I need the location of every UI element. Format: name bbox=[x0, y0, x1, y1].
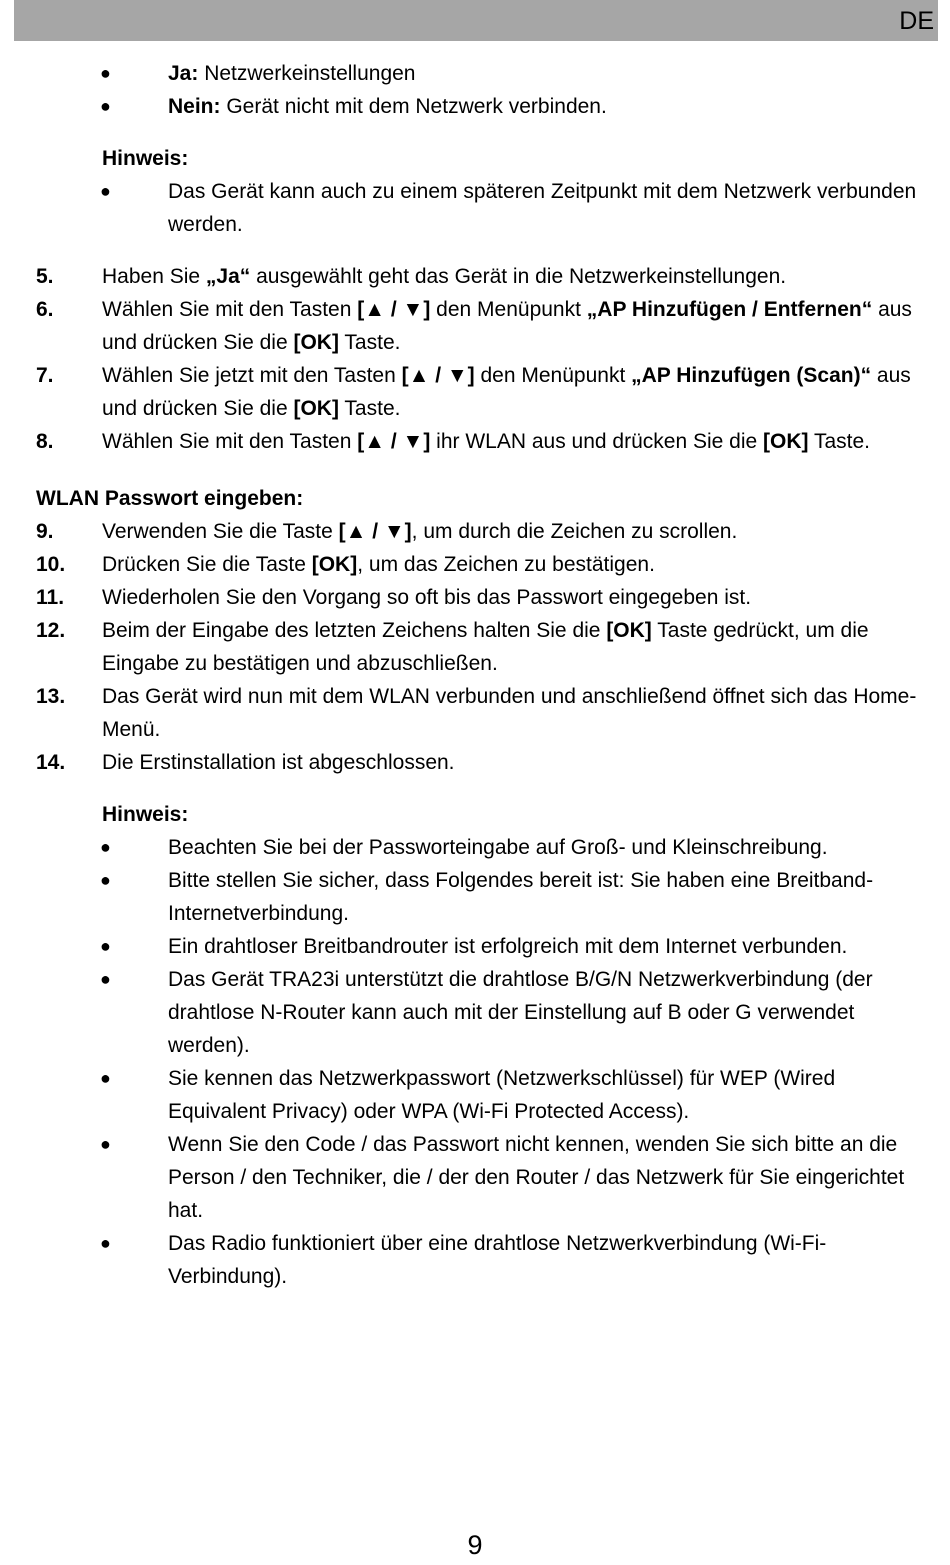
step-text: den Menüpunkt bbox=[474, 364, 632, 387]
hint-text: Beachten Sie bei der Passworteingabe auf Groß- und Kleinschreibung. bbox=[168, 836, 828, 859]
bullet-item bbox=[0, 90, 950, 123]
step-number: 9. bbox=[36, 520, 54, 543]
step-text: Verwenden Sie die Taste bbox=[102, 520, 339, 543]
step-emphasis: [OK] bbox=[763, 430, 809, 453]
bullet-icon: ● bbox=[100, 96, 111, 116]
hint-heading: Hinweis: bbox=[102, 147, 189, 170]
bullet-item bbox=[0, 57, 950, 90]
step-item bbox=[0, 293, 950, 359]
step-text: Taste. bbox=[808, 430, 870, 453]
bullet-term: Ja: bbox=[168, 62, 199, 85]
bullet-icon: ● bbox=[100, 969, 111, 989]
bullet-icon: ● bbox=[100, 181, 111, 201]
step-emphasis: [OK] bbox=[293, 397, 339, 420]
step-number: 10. bbox=[36, 553, 66, 576]
step-text: ihr WLAN aus und drücken Sie die bbox=[430, 430, 763, 453]
step-text: Wählen Sie jetzt mit den Tasten bbox=[102, 364, 402, 387]
hint-item bbox=[0, 831, 950, 864]
step-text: Taste gedrückt, um die Eingabe zu bestätigen und abzuschließen. bbox=[102, 619, 869, 675]
step-item bbox=[0, 746, 950, 779]
step-emphasis: [▲ / ▼] bbox=[338, 520, 412, 543]
step-item bbox=[0, 581, 950, 614]
hint-text: Ein drahtloser Breitbandrouter ist erfolgreich mit dem Internet verbunden. bbox=[168, 935, 848, 958]
bullet-term: Nein: bbox=[168, 95, 221, 118]
bullet-text: Netzwerkeinstellungen bbox=[198, 62, 416, 85]
step-number: 14. bbox=[36, 751, 66, 774]
step-number: 8. bbox=[36, 430, 54, 453]
step-text: den Menüpunkt bbox=[430, 298, 587, 321]
step-text: Taste. bbox=[338, 397, 401, 420]
step-emphasis: [OK] bbox=[311, 553, 358, 576]
step-emphasis: [▲ / ▼] bbox=[401, 364, 475, 387]
step-text: Drücken Sie die Taste bbox=[102, 553, 312, 576]
step-text: aus und drücken Sie die bbox=[102, 364, 911, 420]
page-content bbox=[0, 57, 950, 1293]
step-emphasis: [OK] bbox=[606, 619, 652, 642]
hint-item bbox=[0, 1062, 950, 1128]
step-text: , um durch die Zeichen zu scrollen. bbox=[411, 520, 738, 543]
step-number: 13. bbox=[36, 685, 66, 708]
step-item bbox=[0, 614, 950, 680]
step-text: Wählen Sie mit den Tasten bbox=[102, 430, 358, 453]
hint-item bbox=[0, 175, 950, 241]
step-emphasis: „AP Hinzufügen (Scan)“ bbox=[631, 364, 872, 387]
bullet-icon: ● bbox=[100, 63, 111, 83]
hint-item bbox=[0, 1128, 950, 1227]
step-number: 7. bbox=[36, 364, 54, 387]
bullet-icon: ● bbox=[100, 1233, 111, 1253]
bullet-icon: ● bbox=[100, 870, 111, 890]
step-text: Haben Sie bbox=[102, 265, 206, 288]
bullet-text: Gerät nicht mit dem Netzwerk verbinden. bbox=[220, 95, 607, 118]
step-emphasis: [▲ / ▼] bbox=[357, 298, 431, 321]
page-number: 9 bbox=[467, 1530, 483, 1560]
step-number: 6. bbox=[36, 298, 54, 321]
step-text: aus und drücken Sie die bbox=[102, 298, 912, 354]
hint-text: Das Radio funktioniert über eine drahtlose Netzwerkverbindung (Wi-Fi-Verbindung). bbox=[168, 1232, 827, 1288]
step-emphasis: [▲ / ▼] bbox=[357, 430, 431, 453]
step-text: Die Erstinstallation ist abgeschlossen. bbox=[102, 751, 455, 774]
hint-item bbox=[0, 1227, 950, 1293]
bullet-icon: ● bbox=[100, 1068, 111, 1088]
step-emphasis: [OK] bbox=[293, 331, 339, 354]
hint-list bbox=[0, 831, 950, 1293]
header-bar bbox=[14, 0, 938, 41]
step-number: 5. bbox=[36, 265, 54, 288]
hint-text: Wenn Sie den Code / das Passwort nicht kennen, wenden Sie sich bitte an die Person / den Techniker, die / der den Router / das Netzwerk für Sie eingerichtet hat. bbox=[168, 1133, 905, 1222]
hint-text: Das Gerät kann auch zu einem späteren Zeitpunkt mit dem Netzwerk verbunden werden. bbox=[168, 180, 917, 236]
hint-item bbox=[0, 930, 950, 963]
step-emphasis: „AP Hinzufügen / Entfernen“ bbox=[586, 298, 873, 321]
language-label: DE bbox=[899, 7, 934, 35]
step-text: ausgewählt geht das Gerät in die Netzwerkeinstellungen. bbox=[250, 265, 787, 288]
bullet-icon: ● bbox=[100, 837, 111, 857]
step-text: Wählen Sie mit den Tasten bbox=[102, 298, 358, 321]
hint-heading: Hinweis: bbox=[102, 803, 189, 826]
step-item bbox=[0, 515, 950, 548]
step-number: 12. bbox=[36, 619, 66, 642]
hint-item bbox=[0, 864, 950, 930]
step-number: 11. bbox=[36, 586, 65, 609]
hint-text: Sie kennen das Netzwerkpasswort (Netzwerkschlüssel) für WEP (Wired Equivalent Privacy) oder WPA (Wi-Fi Protected Access). bbox=[168, 1067, 836, 1123]
step-item bbox=[0, 680, 950, 746]
steps-list-b bbox=[0, 515, 950, 779]
step-text: Beim der Eingabe des letzten Zeichens halten Sie die bbox=[102, 619, 607, 642]
step-text: Taste. bbox=[338, 331, 401, 354]
steps-list-a bbox=[0, 260, 950, 458]
hint-text: Bitte stellen Sie sicher, dass Folgendes bereit ist: Sie haben eine Breitband-Internetverbindung. bbox=[168, 869, 874, 925]
step-item bbox=[0, 425, 950, 458]
step-item bbox=[0, 548, 950, 581]
hint-text: Das Gerät TRA23i unterstützt die drahtlose B/G/N Netzwerkverbindung (der drahtlose N-Router kann auch mit der Einstellung auf B oder G verwendet werden). bbox=[168, 968, 873, 1057]
step-text: Wiederholen Sie den Vorgang so oft bis das Passwort eingegeben ist. bbox=[102, 586, 752, 609]
hint-item bbox=[0, 963, 950, 1062]
section-title: WLAN Passwort eingeben: bbox=[36, 487, 304, 510]
step-emphasis: „Ja“ bbox=[205, 265, 251, 288]
bullet-icon: ● bbox=[100, 936, 111, 956]
step-text: , um das Zeichen zu bestätigen. bbox=[357, 553, 655, 576]
step-text: Das Gerät wird nun mit dem WLAN verbunden und anschließend öffnet sich das Home-Menü. bbox=[102, 685, 917, 741]
step-item bbox=[0, 260, 950, 293]
step-item bbox=[0, 359, 950, 425]
bullet-icon: ● bbox=[100, 1134, 111, 1154]
